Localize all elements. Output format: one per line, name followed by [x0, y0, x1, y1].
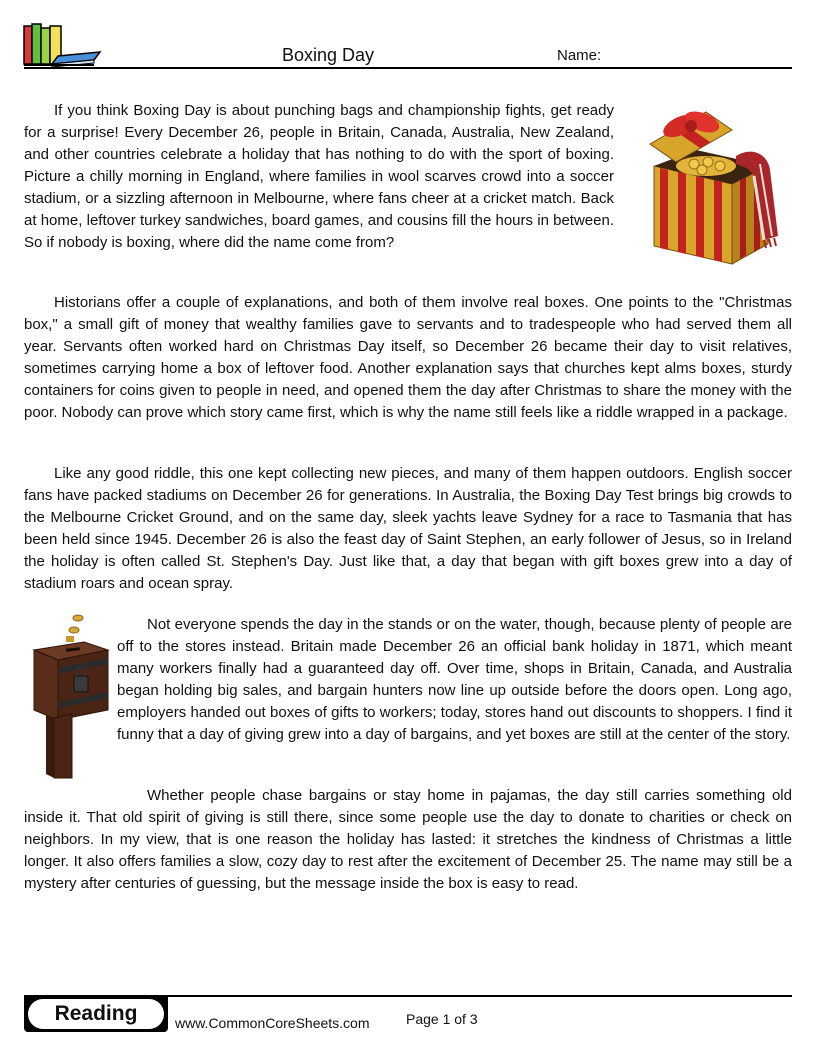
- gift-box-with-scarf-icon: [636, 104, 786, 266]
- article-paragraph: Whether people chase bargains or stay home in pajamas, the day still carries something old inside it. That old spirit of giving is still there, since some people use the day to donate to charities or check on neighbors. In my view, that is one reason the holiday has lasted: it stretches the kindness of Christmas a little longer. It also offers families a slow, cozy day to rest after the excitement of December 25. The name may still be a mystery after centuries of guessing, but the message inside the box is easy to read.: [24, 787, 792, 892]
- article-paragraph: Like any good riddle, this one kept collecting new pieces, and many of them happen outdoors. English soccer fans have packed stadiums on December 26 for generations. In Australia, the Boxing Day Test brings big crowds to the Melbourne Cricket Ground, and on the same day, sleek yachts leave Sydney for a race to Tasmania that has been held since 1945. December 26 is also the feast day of Saint Stephen, an early follower of Jesus, so in Ireland the holiday is often called St. Stephen's Day. Just like that, a day that began with gift boxes grew into a day of stadium roars and ocean spray.: [24, 465, 792, 592]
- article-paragraph: If you think Boxing Day is about punching bags and championship fights, get ready for a surprise! Every December 26, people in Britain, Canada, Australia, New Zealand, and other countries celebrate a holiday that has nothing to do with the sport of boxing. Picture a chilly morning in England, where families in wool scarves crowd into a soccer stadium, or a sizzling afternoon in Melbourne, where fans cheer at a cricket match. Back at home, leftover turkey sandwiches, board games, and cousins fill the hours in between. So if nobody is boxing, where did the name come from?: [24, 102, 614, 251]
- page-number: Page 1 of 3: [406, 1011, 478, 1027]
- worksheet-header: [0, 0, 816, 72]
- footer-site-link[interactable]: www.CommonCoreSheets.com: [175, 1015, 370, 1031]
- alms-box-icon: [28, 610, 114, 780]
- article-paragraph: Historians offer a couple of explanations, and both of them involve real boxes. One points to the "Christmas box," a small gift of money that wealthy families gave to servants and to tradespeople who had served them all year. Servants often worked hard on Christmas Day itself, so December 26 became their day to visit relatives, sometimes carrying home a box of leftover food. Another explanation says that churches kept alms boxes, sturdy containers for coins given to people in need, and opened them the day after Christmas to share the money with the poor. Nobody can prove which story came first, which is why the name still feels like a riddle wrapped in a package.: [24, 294, 792, 421]
- subject-badge: [24, 996, 168, 1032]
- subject-badge-label: Reading: [28, 999, 164, 1029]
- name-field-label: Name:: [557, 47, 602, 64]
- article-paragraph: Not everyone spends the day in the stands or on the water, though, because plenty of people are off to the stores instead. Britain made December 26 an official bank holiday in 1871, which meant many workers finally had a guaranteed day off. Over time, shops in Britain, Canada, and Australia began holding big sales, and bargain hunters now line up outside before the doors open. Long ago, employers handed out boxes of gifts to workers; today, stores hand out discounts to shoppers. I find it funny that a day of giving grew into a day of bargains, and yet boxes are still at the center of the story.: [117, 616, 792, 743]
- header-divider: [24, 67, 792, 69]
- page-title: Boxing Day: [281, 45, 375, 65]
